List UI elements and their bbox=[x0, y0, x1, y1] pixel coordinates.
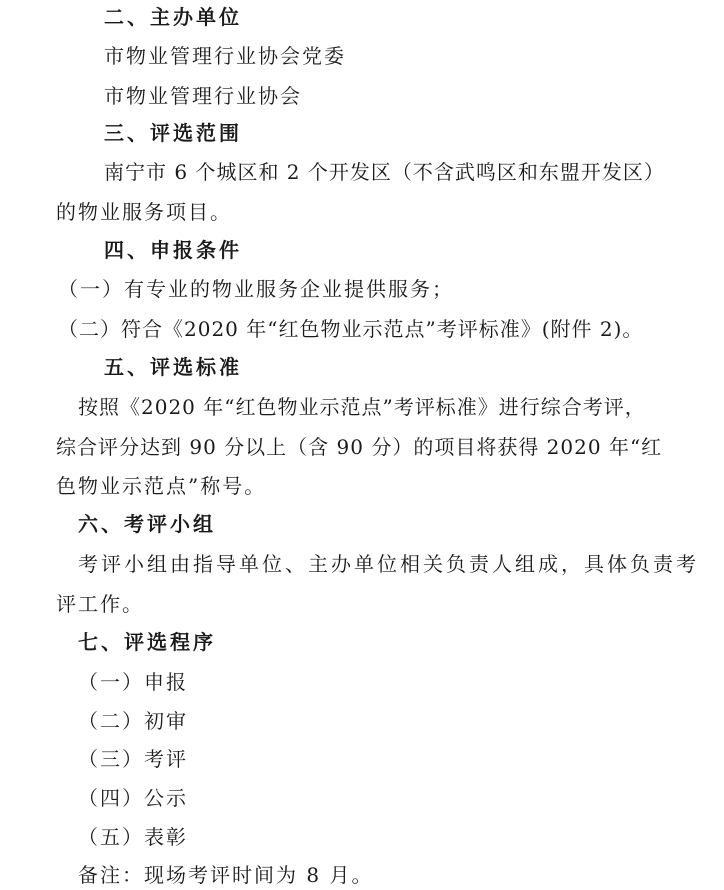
procedure-step: （一）申报 bbox=[78, 670, 188, 694]
section-5-text-line1: 按照《2020 年“红色物业示范点”考评标准》进行综合考评， bbox=[78, 395, 646, 419]
condition-item-1: （一）有专业的物业服务企业提供服务； bbox=[58, 277, 454, 301]
section-5-heading: 五、评选标准 bbox=[104, 355, 242, 379]
section-7-heading: 七、评选程序 bbox=[78, 630, 216, 654]
section-5-text-line2: 综合评分达到 90 分以上（含 90 分）的项目将获得 2020 年“红 bbox=[56, 435, 663, 459]
condition-item-2: （二）符合《2020 年“红色物业示范点”考评标准》(附件 2)。 bbox=[58, 317, 644, 341]
note-text: 备注：现场考评时间为 8 月。 bbox=[78, 863, 374, 887]
section-5-text-line3: 色物业示范点”称号。 bbox=[56, 474, 267, 498]
section-4-heading: 四、申报条件 bbox=[104, 238, 242, 262]
procedure-step: （四）公示 bbox=[78, 786, 188, 810]
section-2-heading: 二、主办单位 bbox=[104, 5, 242, 29]
section-3-text-line1: 南宁市 6 个城区和 2 个开发区（不含武鸣区和东盟开发区） bbox=[104, 160, 665, 184]
procedure-step: （二）初审 bbox=[78, 709, 188, 733]
procedure-step: （三）考评 bbox=[78, 747, 188, 771]
organizer-1: 市物业管理行业协会党委 bbox=[104, 44, 346, 68]
section-6-text-line2: 评工作。 bbox=[56, 592, 144, 616]
section-6-heading: 六、考评小组 bbox=[78, 512, 216, 536]
section-6-text-line1: 考评小组由指导单位、主办单位相关负责人组成，具体负责考 bbox=[78, 552, 699, 576]
section-3-heading: 三、评选范围 bbox=[104, 121, 242, 145]
section-3-text-line2: 的物业服务项目。 bbox=[56, 200, 232, 224]
procedure-step: （五）表彰 bbox=[78, 825, 188, 849]
organizer-2: 市物业管理行业协会 bbox=[104, 84, 302, 108]
